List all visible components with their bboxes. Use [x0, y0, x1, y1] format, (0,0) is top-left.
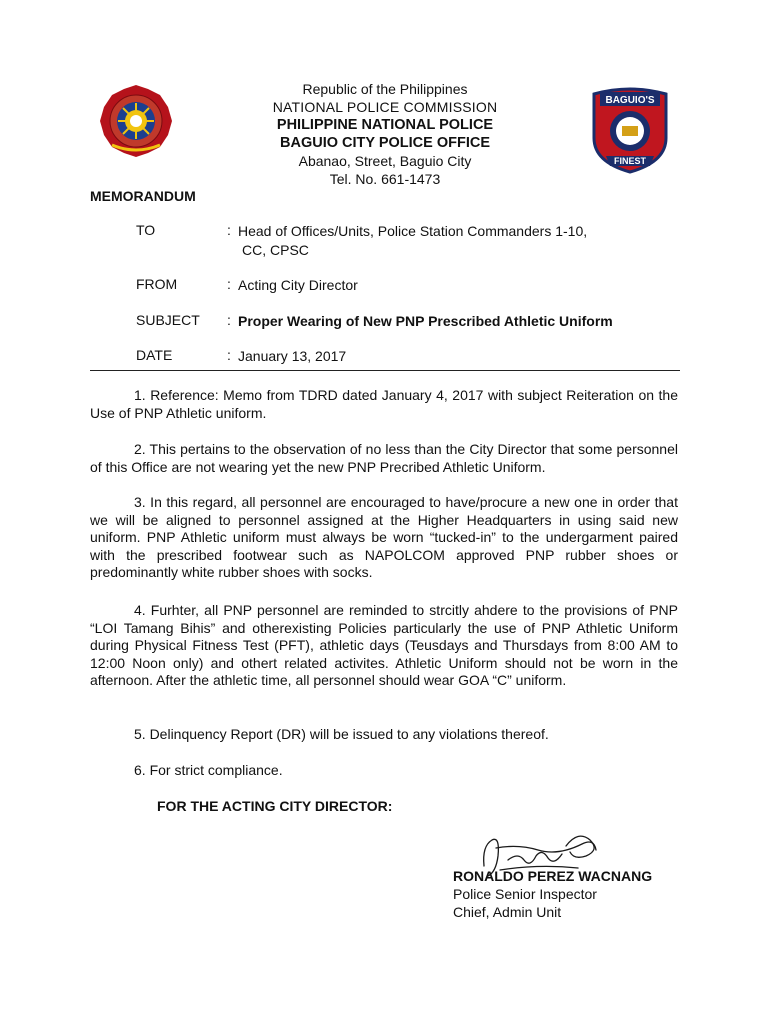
letterhead-pnp: PHILIPPINE NATIONAL POLICE	[276, 117, 494, 133]
signatory-position: Chief, Admin Unit	[453, 904, 562, 920]
letterhead	[200, 80, 570, 188]
date-colon: :	[227, 347, 231, 363]
memo-title: MEMORANDUM	[90, 188, 196, 204]
to-label: TO	[136, 222, 156, 238]
date-value: January 13, 2017	[238, 348, 347, 364]
to-value-line1: Head of Offices/Units, Police Station Commanders 1-10,	[238, 223, 588, 239]
signatory-name: RONALDO PEREZ WACNANG	[453, 868, 653, 884]
signatory-rank: Police Senior Inspector	[453, 886, 597, 902]
letterhead-office: BAGUIO CITY POLICE OFFICE	[280, 135, 490, 151]
baguio-finest-badge	[588, 86, 672, 174]
date-label: DATE	[136, 347, 173, 363]
letterhead-address: Abanao, Street, Baguio City	[298, 153, 472, 169]
letterhead-napolcom: NATIONAL POLICE COMMISSION	[272, 99, 498, 115]
to-value-line2: CC, CPSC	[242, 242, 309, 258]
subject-colon: :	[227, 312, 231, 328]
closing-line: FOR THE ACTING CITY DIRECTOR:	[157, 798, 393, 814]
paragraph-2: 2. This pertains to the observation of no less than the City Director that some personnel of this Office are not wearing yet the new PNP Precribed Athletic Uniform.	[90, 441, 678, 475]
from-colon: :	[227, 276, 231, 292]
paragraph-4: 4. Furhter, all PNP personnel are reminded to strcitly ahdere to the provisions of PNP “LOI Tamang Bihis” and otherexisting Policies particularly the use of PNP Athletic Uniform during Physical Fitness Test (PFT), athletic days (Teusdays and Thursdays from 8:00 AM to 12:00 Noon only) and othert related activites. Athletic Uniform should not be worn in the afternoon. After the athletic time, all personnel should wear GOA “C” uniform.	[90, 602, 678, 689]
from-label: FROM	[136, 276, 178, 292]
header-divider	[90, 370, 680, 371]
badge-top-text: BAGUIO'S	[605, 95, 655, 106]
paragraph-6: 6. For strict compliance.	[134, 762, 283, 778]
from-value: Acting City Director	[238, 277, 358, 293]
to-colon: :	[227, 222, 231, 238]
subject-label: SUBJECT	[136, 312, 200, 328]
pnp-seal-logo	[98, 83, 174, 159]
letterhead-republic: Republic of the Philippines	[302, 81, 468, 97]
paragraph-3: 3. In this regard, all personnel are encouraged to have/procure a new one in order that we will be aligned to personnel assigned at the Higher Headquarters in using said new uniform. PNP Athletic uniform must always be worn “tucked-in” to the undergarment paired with the prescribed footwear such as NAPOLCOM approved PNP rubber shoes or predominantly white rubber shoes with socks.	[90, 494, 678, 581]
letterhead-telephone: Tel. No. 661-1473	[329, 171, 441, 187]
badge-bottom-text: FINEST	[613, 156, 647, 166]
paragraph-5: 5. Delinquency Report (DR) will be issued to any violations thereof.	[134, 726, 549, 742]
subject-value: Proper Wearing of New PNP Prescribed Athletic Uniform	[238, 313, 613, 329]
to-value	[238, 222, 658, 260]
paragraph-1: 1. Reference: Memo from TDRD dated January 4, 2017 with subject Reiteration on the Use of PNP Athletic uniform.	[90, 387, 678, 421]
